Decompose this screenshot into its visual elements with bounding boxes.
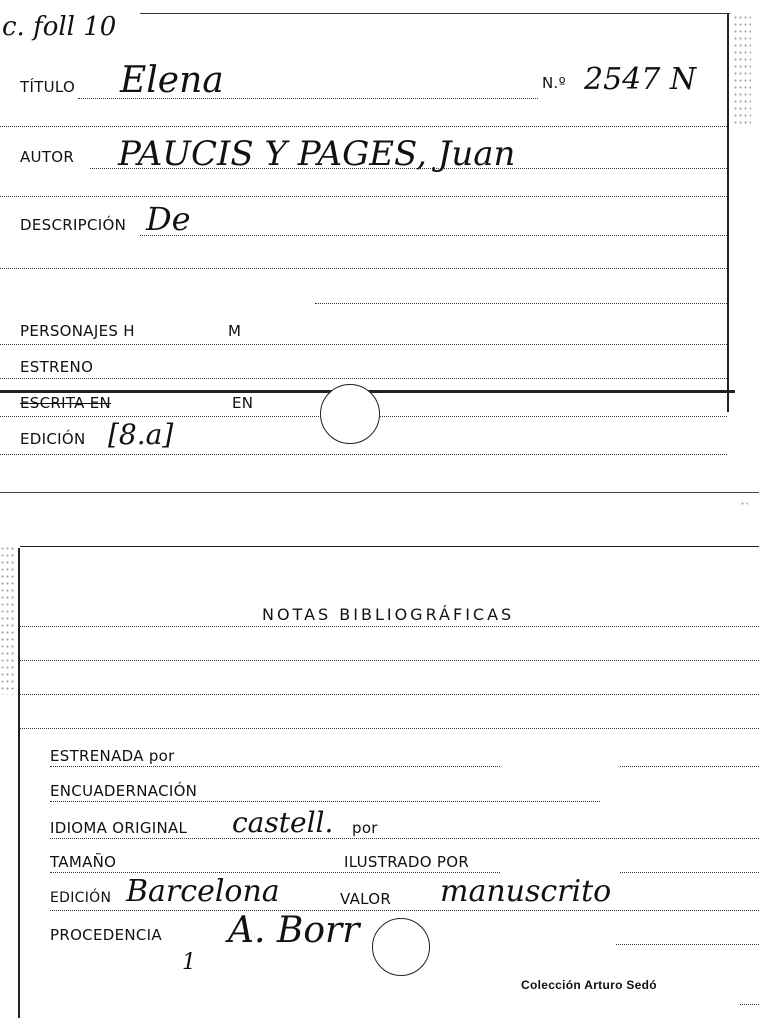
personajes-label: PERSONAJES H xyxy=(20,322,135,340)
edicion2-label: EDICIÓN xyxy=(50,890,112,906)
rule-line xyxy=(0,378,727,379)
procedencia-value: A. Borr xyxy=(228,910,360,951)
estrenada-line xyxy=(50,766,500,767)
en-label: EN xyxy=(232,394,254,412)
edicion-value: [8.a] xyxy=(108,418,174,451)
rule-line xyxy=(18,660,759,661)
coleccion-label: Colección Arturo Sedó xyxy=(521,978,657,992)
descripcion-value: De xyxy=(146,200,191,238)
card-bottom-top-edge xyxy=(20,546,759,547)
valor-label: VALOR xyxy=(340,890,392,908)
escrita-label: ESCRITA EN xyxy=(20,394,112,412)
rule-line xyxy=(0,344,727,345)
rule-line xyxy=(0,268,727,269)
scan-noise xyxy=(733,14,751,124)
edicion2-value: Barcelona xyxy=(126,874,280,909)
rule-line xyxy=(0,454,727,455)
descripcion-label: DESCRIPCIÓN xyxy=(20,216,127,234)
punch-hole xyxy=(372,918,430,976)
autor-value: PAUCIS Y PAGES, Juan xyxy=(118,134,516,174)
idioma-line xyxy=(50,838,759,839)
idioma-value: castell. xyxy=(232,806,334,839)
ilustrado-label: ILUSTRADO POR xyxy=(344,853,470,871)
autor-line xyxy=(90,168,727,169)
procedencia-label: PROCEDENCIA xyxy=(50,926,162,944)
idioma-por-label: por xyxy=(352,819,378,837)
numero-label: N.º xyxy=(542,74,566,92)
titulo-label: TÍTULO xyxy=(20,78,76,96)
tamano-label: TAMAÑO xyxy=(50,853,117,871)
rule-line xyxy=(18,728,759,729)
rule-line xyxy=(0,126,727,127)
edicion-label: EDICIÓN xyxy=(20,430,86,448)
card-top-bottom-edge xyxy=(0,492,759,493)
valor-value: manuscrito xyxy=(440,874,612,909)
encuadernacion-line xyxy=(50,801,600,802)
notas-heading: NOTAS BIBLIOGRÁFICAS xyxy=(262,605,515,624)
numero-value: 2547 N xyxy=(584,62,697,97)
rule-line xyxy=(0,196,727,197)
rule-line xyxy=(18,694,759,695)
personajes-m-label: M xyxy=(228,322,242,340)
autor-label: AUTOR xyxy=(20,148,75,166)
idioma-label: IDIOMA ORIGINAL xyxy=(50,819,188,837)
pencil-mark: 1 xyxy=(182,950,196,975)
rule-line xyxy=(315,303,727,304)
scan-noise xyxy=(740,500,748,508)
edicion2-line xyxy=(50,910,759,911)
rule-line xyxy=(616,944,759,945)
estrenada-label: ESTRENADA por xyxy=(50,747,175,765)
estreno-label: ESTRENO xyxy=(20,358,94,376)
card-bottom-left-edge xyxy=(18,548,20,1018)
descripcion-line xyxy=(140,235,727,236)
titulo-value: Elena xyxy=(120,60,224,101)
rule-line xyxy=(620,766,759,767)
rule-line xyxy=(18,626,759,627)
rule-line xyxy=(620,872,759,873)
encuadernacion-label: ENCUADERNACIÓN xyxy=(50,782,198,800)
scan-noise xyxy=(0,545,16,695)
titulo-line xyxy=(78,98,538,99)
punch-hole xyxy=(320,384,380,444)
card-top-right-edge xyxy=(727,14,729,412)
card-top-top-edge xyxy=(140,13,730,14)
reference-note: c. foll 10 xyxy=(2,12,117,42)
tamano-line xyxy=(50,872,500,873)
rule-line xyxy=(740,1004,759,1005)
